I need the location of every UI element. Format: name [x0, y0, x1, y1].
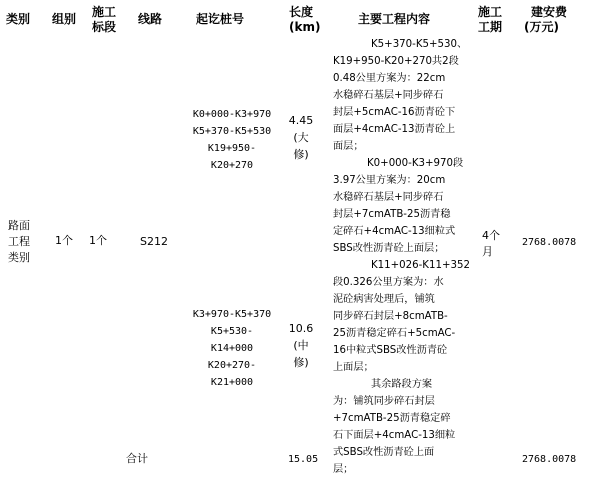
- stake-line: K20+270: [210, 160, 254, 171]
- content-line: 其余路段方案: [371, 379, 433, 390]
- header-length-line1: 长度: [289, 5, 314, 19]
- stake-line: K3+970-K5+370: [192, 309, 272, 320]
- content-line: 面层+4cmAC-13沥青砼上: [333, 124, 456, 135]
- content-line: 封层+7cmATB-25沥青稳: [333, 209, 451, 220]
- content-line: 封层+5cmAC-16沥青砼下: [333, 107, 456, 118]
- content-line: 25沥青稳定碎石+5cmAC-: [333, 328, 456, 339]
- category-line: 类别: [8, 251, 30, 264]
- length-note: 修): [293, 356, 309, 369]
- stake-line: K0+000-K3+970: [192, 109, 272, 120]
- content-line: 3.97公里方案为：20cm: [333, 175, 446, 186]
- content-line: 定碎石+4cmAC-13细粒式: [333, 226, 456, 237]
- content-cell: [333, 36, 469, 478]
- content-line: 段0.326公里方案为：水: [333, 277, 444, 288]
- content-line: 同步碎石封层+8cmATB-: [333, 311, 448, 322]
- header-period-line2: 工期: [478, 20, 503, 34]
- stake-line: K5+370-K5+530: [192, 126, 272, 137]
- header-cost-line2: (万元): [524, 20, 559, 34]
- total-length: 15.05: [288, 454, 319, 465]
- length-block-1: [287, 112, 315, 163]
- content-line: K11+026-K11+352: [371, 260, 470, 271]
- length-value: 10.6: [288, 322, 314, 335]
- section-cell: 1个: [89, 234, 107, 247]
- header-group: 组别: [52, 12, 77, 26]
- stake-block-1: [182, 106, 282, 174]
- header-content: 主要工程内容: [358, 12, 431, 26]
- length-note: (中: [293, 339, 309, 352]
- total-label: 合计: [126, 452, 148, 465]
- content-line: 0.48公里方案为：22cm: [333, 73, 446, 84]
- content-line: K0+000-K3+970段: [367, 158, 464, 169]
- header-section-line1: 施工: [92, 5, 117, 19]
- length-value: 4.45: [288, 114, 314, 127]
- content-line: +7cmATB-25沥青稳定碎: [333, 413, 451, 424]
- content-line: 石下面层+4cmAC-13细粒: [333, 430, 456, 441]
- header-route: 线路: [138, 12, 163, 26]
- stake-line: K20+270-: [207, 360, 257, 371]
- group-cell: 1个: [55, 234, 73, 247]
- header-category: 类别: [6, 12, 31, 26]
- header-period-line1: 施工: [478, 5, 503, 19]
- content-line: 16中粒式SBS改性沥青砼: [333, 345, 448, 356]
- period-cell: [482, 228, 504, 260]
- total-cost: 2768.0078: [522, 454, 577, 465]
- length-note: 修): [293, 148, 309, 161]
- stake-line: K19+950-: [207, 143, 257, 154]
- stake-line: K14+000: [210, 343, 254, 354]
- content-line: K5+370-K5+530、: [371, 39, 468, 50]
- content-line: 层；: [333, 464, 354, 475]
- category-line: 工程: [8, 235, 30, 248]
- period-line: 月: [482, 245, 493, 258]
- stake-line: K21+000: [210, 377, 254, 388]
- length-note: (大: [293, 131, 309, 144]
- content-line: 式SBS改性沥青砼上面: [333, 447, 435, 458]
- header-stake: 起讫桩号: [196, 12, 245, 26]
- content-line: K19+950-K20+270共2段: [333, 56, 459, 67]
- stake-line: K5+530-: [210, 326, 254, 337]
- header-cost-line1: 建安费: [531, 5, 568, 19]
- cost-cell: 2768.0078: [522, 237, 577, 248]
- stake-block-2: [182, 306, 282, 391]
- content-line: 水稳碎石基层+同步碎石: [333, 192, 444, 203]
- content-line: 泥砼病害处理后，铺筑: [333, 294, 435, 305]
- content-line: 面层；: [333, 141, 364, 152]
- header-section-line2: 标段: [92, 20, 117, 34]
- period-line: 4个: [482, 229, 500, 242]
- content-line: SBS改性沥青砼上面层；: [333, 243, 445, 254]
- header-length-line2: (km): [289, 20, 321, 34]
- category-line: 路面: [8, 219, 30, 232]
- category-cell: [8, 218, 38, 266]
- content-line: 上面层；: [333, 362, 374, 373]
- content-line: 水稳碎石基层+同步碎石: [333, 90, 444, 101]
- length-block-2: [286, 320, 316, 371]
- content-line: 为：铺筑同步碎石封层: [333, 396, 435, 407]
- route-cell: S212: [140, 235, 168, 248]
